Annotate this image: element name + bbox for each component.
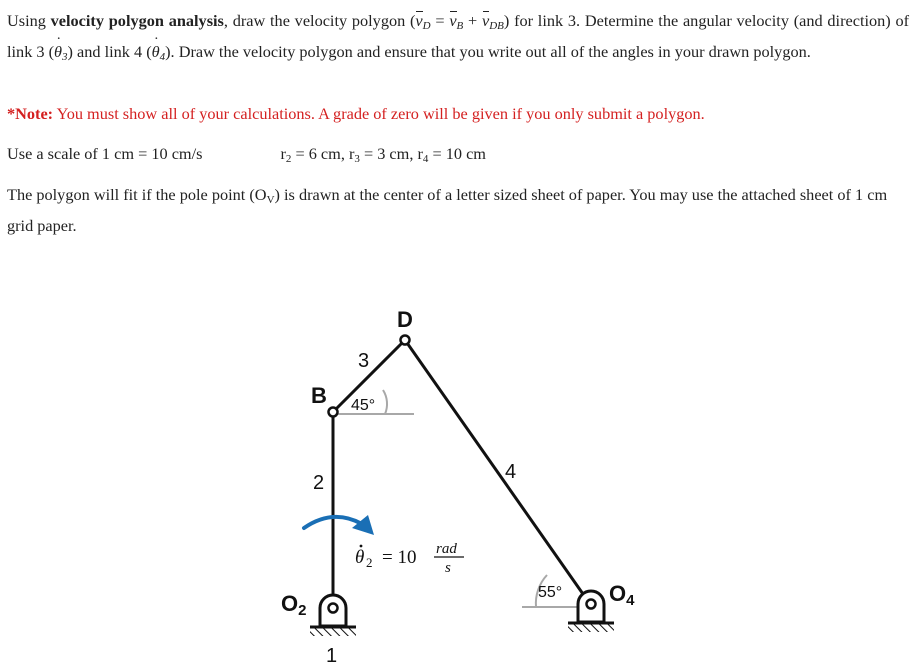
angle-label-O4: 55° — [538, 584, 563, 601]
label-D: D — [397, 307, 413, 332]
statement-text-a: , draw the velocity polygon ( — [223, 11, 416, 30]
angle-label-B: 45° — [351, 397, 376, 414]
svg-text:2: 2 — [366, 555, 373, 570]
label-ground-1: 1 — [326, 645, 338, 667]
ground-hatch-O4 — [568, 624, 614, 632]
pin-O2 — [329, 604, 338, 613]
statement-text-c: ) and link 4 ( — [67, 42, 152, 61]
equation-vD: $v_D$ — [415, 11, 430, 30]
label-O4: O4 — [609, 581, 635, 609]
theta3-dot: ˙ θ3 — [54, 42, 68, 61]
theta2-dot-formula — [355, 541, 464, 576]
joint-D — [401, 336, 410, 345]
note-text: You must show all of your calculations. A grade of zero will be given if you only submit a polygon. — [53, 104, 705, 123]
equation-plus: + — [463, 11, 482, 30]
theta4-dot: ˙ θ4 — [152, 42, 166, 61]
label-O2: O2 — [281, 591, 307, 619]
svg-text:θ: θ — [355, 547, 365, 568]
equation-equals: = — [430, 11, 450, 30]
label-B: B — [311, 383, 327, 408]
svg-text:rad: rad — [436, 541, 457, 557]
svg-text:= 10: = 10 — [382, 547, 417, 568]
label-link-3: 3 — [358, 350, 370, 372]
velocity-polygon-analysis-bold: velocity polygon analysis — [50, 11, 224, 30]
angle-arc-B — [383, 390, 387, 414]
statement-text-b: ) for link 3. Determine the angular velocity (and direction) of link 3 ( — [7, 11, 910, 61]
note-label: *Note: — [7, 104, 54, 123]
pole-point-instructions: The polygon will fit if the pole point (OV) is drawn at the center of a letter sized sheet of paper. You may use the attached sheet of 1 cm grid paper. — [7, 185, 888, 235]
intro-text: Using — [7, 11, 51, 30]
label-link-4: 4 — [505, 461, 517, 483]
pin-O4 — [587, 600, 596, 609]
scale-text: Use a scale of 1 cm = 10 cm/s — [7, 144, 203, 163]
label-link-2: 2 — [313, 472, 325, 494]
equation-vB: $v_B$ — [449, 11, 463, 30]
angular-velocity-arrowhead — [352, 515, 374, 535]
svg-text:s: s — [445, 560, 451, 576]
joint-B — [329, 408, 338, 417]
statement-text-d: ). Draw the velocity polygon and ensure that you write out all of the angles in your drawn polygon. — [165, 42, 811, 61]
equation-vDB: $v_{DB}$ — [482, 11, 504, 30]
link-4 — [405, 340, 590, 604]
link-lengths: r2 = 6 cm, r3 = 3 cm, r4 = 10 cm — [280, 144, 486, 165]
ground-hatch-O2 — [310, 628, 356, 636]
